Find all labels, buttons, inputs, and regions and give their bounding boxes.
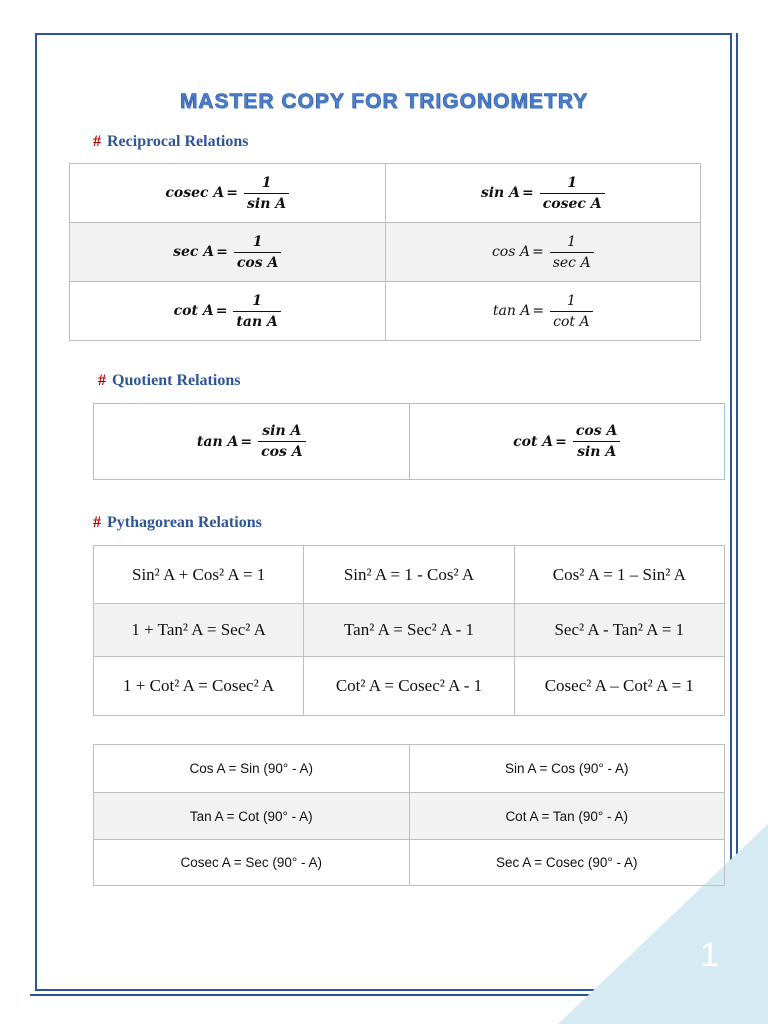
identity-cell: Cos² A = 1 – Sin² A bbox=[514, 546, 724, 604]
formula-cell: cosec A = $\frac{1}{\text{sin A}}$ bbox=[70, 164, 386, 223]
table-row bbox=[94, 546, 725, 604]
formula-cell: tan A = $\frac{\text{sin A}}{\text{cos A}}$ bbox=[94, 404, 410, 480]
identity-cell: 1 + Tan² A = Sec² A bbox=[94, 604, 304, 657]
table-row bbox=[70, 282, 701, 341]
identity-cell: Sin² A + Cos² A = 1 bbox=[94, 546, 304, 604]
section-title: Quotient Relations bbox=[112, 372, 241, 389]
table-row bbox=[94, 793, 725, 840]
table-row bbox=[94, 745, 725, 793]
identity-cell: Cot² A = Cosec² A - 1 bbox=[304, 657, 514, 716]
identity-cell: Sec A = Cosec (90° - A) bbox=[409, 840, 725, 886]
formula-cell: cot A = $\frac{\text{cos A}}{\text{sin A}}$ bbox=[409, 404, 725, 480]
quotient-table bbox=[93, 403, 725, 480]
formula-cell: tan A = $\frac{1}{\text{cot A}}$ bbox=[385, 282, 701, 341]
hash-mark: # bbox=[93, 133, 101, 150]
table-row bbox=[70, 223, 701, 282]
identity-cell: Cot A = Tan (90° - A) bbox=[409, 793, 725, 840]
pythagorean-table bbox=[93, 545, 725, 716]
identity-cell: Tan² A = Sec² A - 1 bbox=[304, 604, 514, 657]
page-title: MASTER COPY FOR TRIGONOMETRY bbox=[179, 90, 589, 113]
formula-cell: sec A = $\frac{1}{\text{cos A}}$ bbox=[70, 223, 386, 282]
section-heading-reciprocal bbox=[93, 133, 248, 151]
formula-cell: cos A = $\frac{1}{\text{sec A}}$ bbox=[385, 223, 701, 282]
table-row bbox=[94, 657, 725, 716]
identity-cell: Cos A = Sin (90° - A) bbox=[94, 745, 410, 793]
identity-cell: Cosec A = Sec (90° - A) bbox=[94, 840, 410, 886]
table-row bbox=[94, 404, 725, 480]
complementary-angle-table bbox=[93, 744, 725, 886]
section-heading-quotient bbox=[98, 372, 240, 390]
page-number: 1 bbox=[700, 936, 719, 974]
identity-cell: 1 + Cot² A = Cosec² A bbox=[94, 657, 304, 716]
hash-mark: # bbox=[98, 372, 106, 389]
reciprocal-table bbox=[69, 163, 701, 341]
identity-cell: Tan A = Cot (90° - A) bbox=[94, 793, 410, 840]
formula-cell: cot A = $\frac{1}{\text{tan A}}$ bbox=[70, 282, 386, 341]
table-row bbox=[94, 604, 725, 657]
identity-cell: Sin² A = 1 - Cos² A bbox=[304, 546, 514, 604]
identity-cell: Sin A = Cos (90° - A) bbox=[409, 745, 725, 793]
section-heading-pythagorean bbox=[93, 514, 262, 532]
section-title: Reciprocal Relations bbox=[107, 133, 249, 150]
hash-mark: # bbox=[93, 514, 101, 531]
section-title: Pythagorean Relations bbox=[107, 514, 262, 531]
identity-cell: Cosec² A – Cot² A = 1 bbox=[514, 657, 724, 716]
identity-cell: Sec² A - Tan² A = 1 bbox=[514, 604, 724, 657]
table-row bbox=[70, 164, 701, 223]
table-row bbox=[94, 840, 725, 886]
formula-cell: sin A = $\frac{1}{\text{cosec A}}$ bbox=[385, 164, 701, 223]
